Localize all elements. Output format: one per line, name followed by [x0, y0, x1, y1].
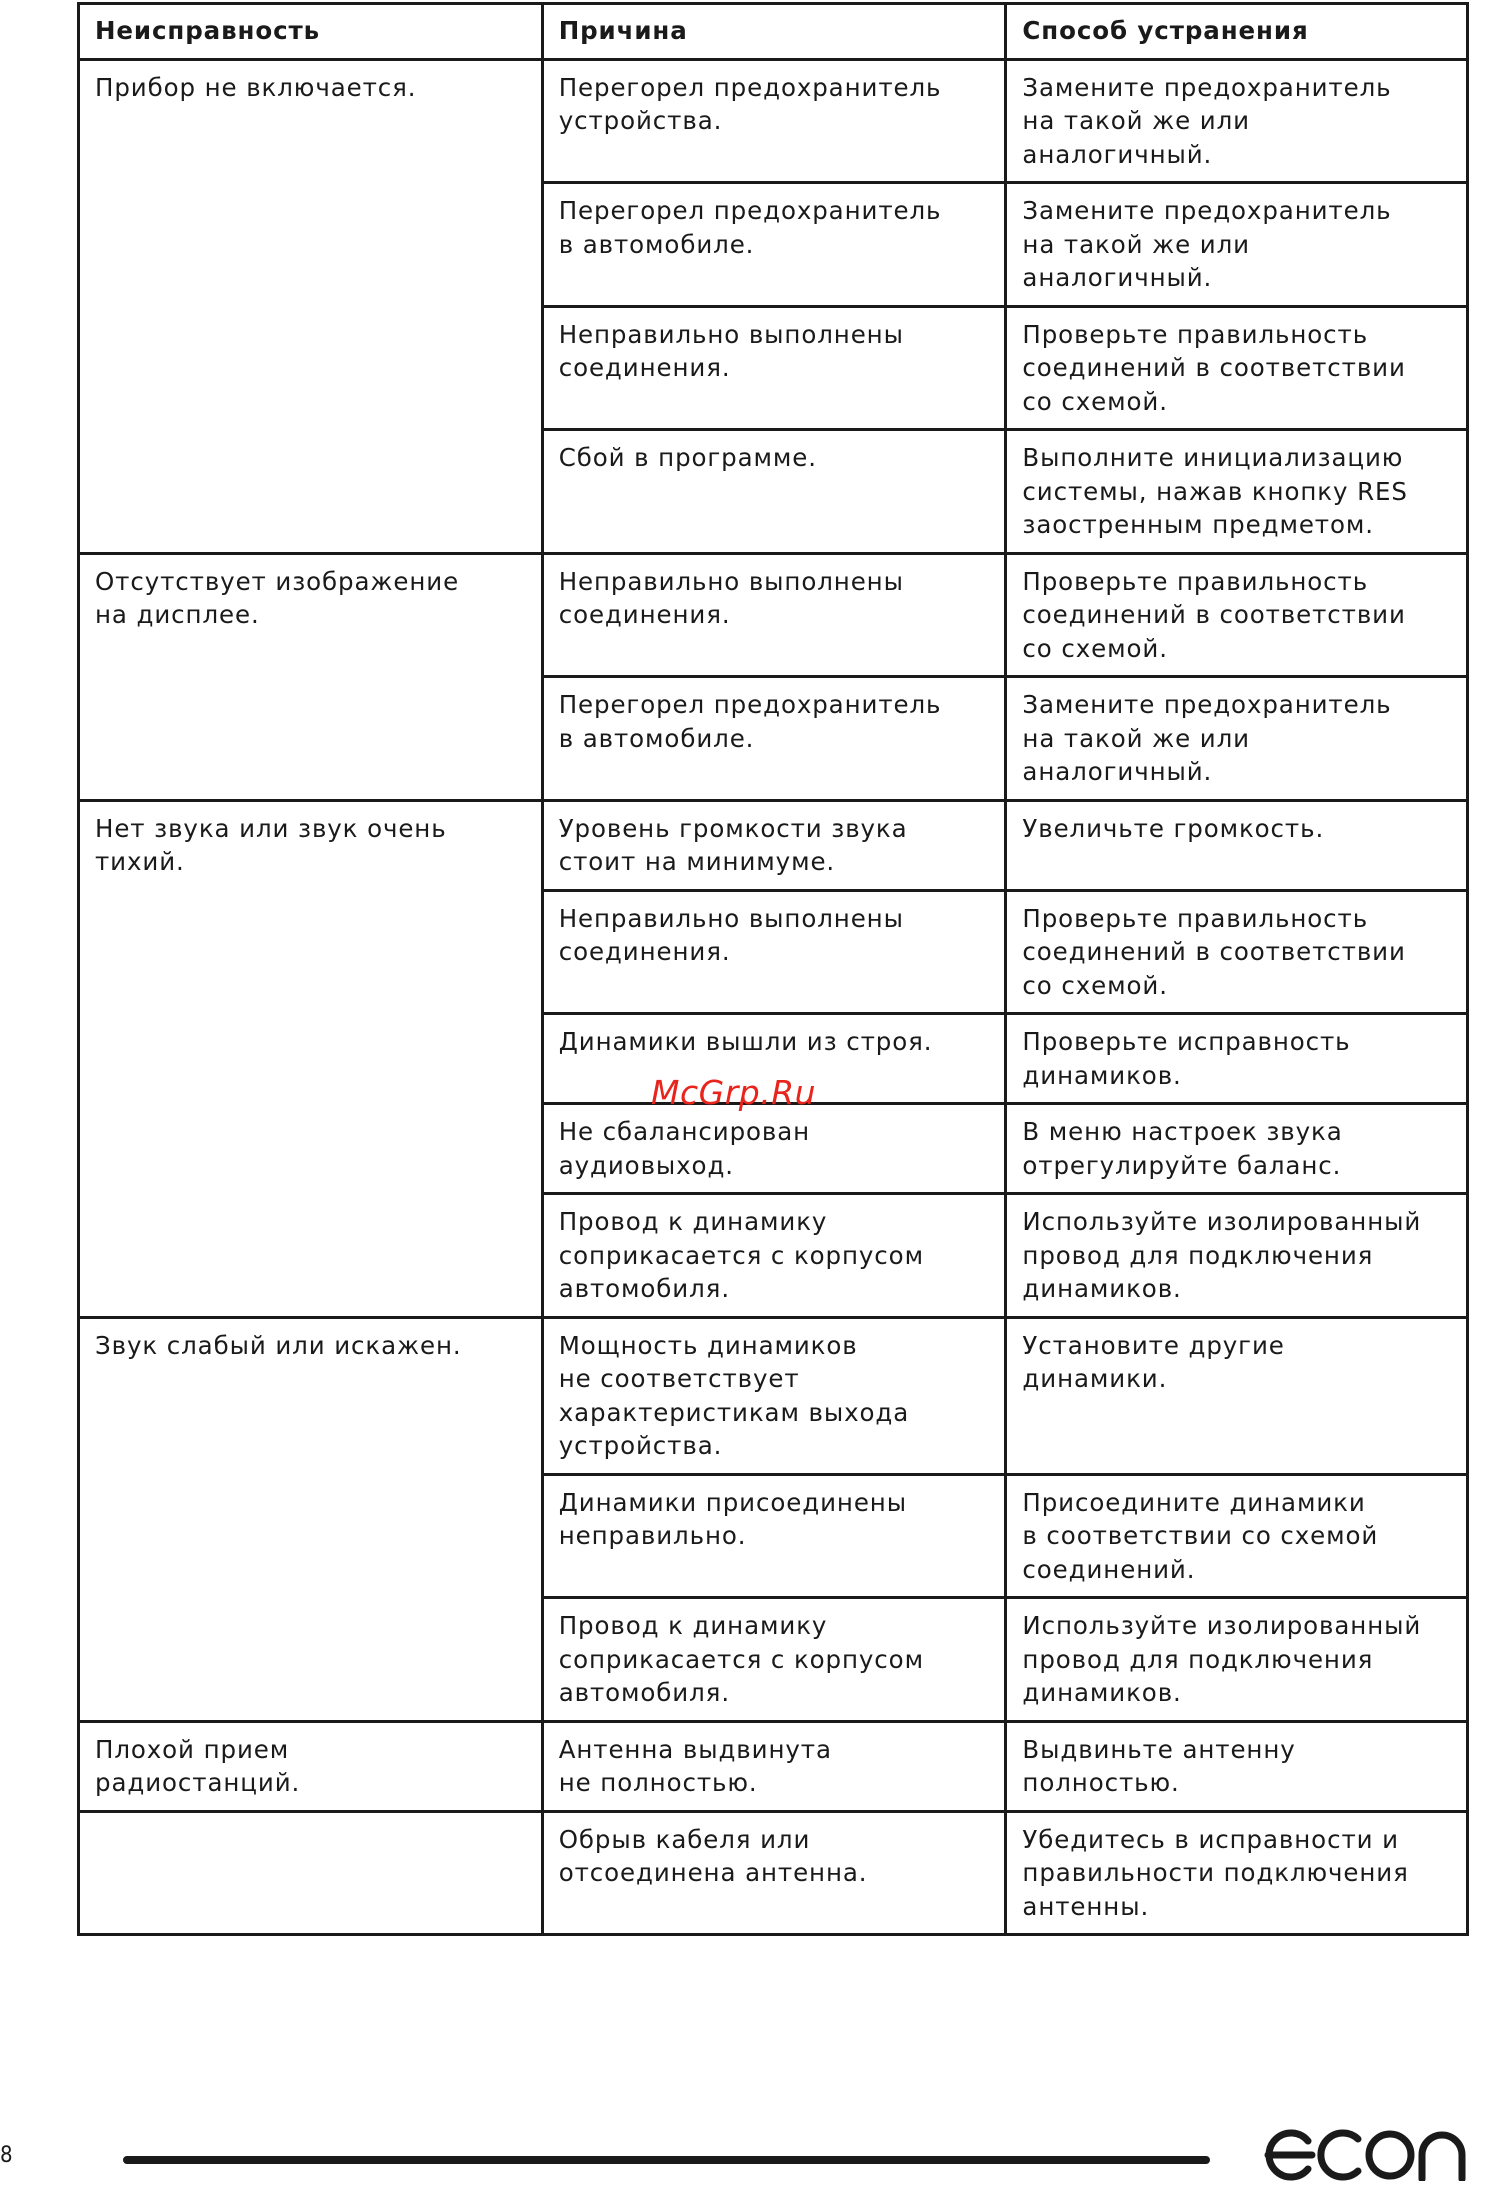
cause-cell: Уровень громкости звука стоит на минимуме. — [542, 800, 1006, 890]
cause-cell: Неправильно выполнены соединения. — [542, 553, 1006, 677]
fix-cell: В меню настроек звука отрегулируйте баланс. — [1006, 1104, 1468, 1194]
cause-cell: Неправильно выполнены соединения. — [542, 890, 1006, 1014]
econ-logo — [1262, 2125, 1468, 2181]
cause-cell: Динамики присоединены неправильно. — [542, 1474, 1006, 1598]
cause-cell: Перегорел предохранитель устройства. — [542, 59, 1006, 183]
header-fix: Способ устранения — [1006, 4, 1468, 60]
cause-cell: Мощность динамиков не соответствует характеристикам выхода устройства. — [542, 1317, 1006, 1474]
table-body — [79, 59, 1468, 1935]
cause-cell: Не сбалансирован аудиовыход. — [542, 1104, 1006, 1194]
table-row — [79, 1721, 1468, 1811]
troubleshooting-table — [77, 2, 1469, 1936]
header-fault: Неисправность — [79, 4, 543, 60]
cause-cell: Провод к динамику соприкасается с корпусом автомобиля. — [542, 1194, 1006, 1318]
fix-cell: Убедитесь в исправности и правильности подключения антенны. — [1006, 1811, 1468, 1935]
fix-cell: Используйте изолированный провод для подключения динамиков. — [1006, 1194, 1468, 1318]
fix-cell: Увеличьте громкость. — [1006, 800, 1468, 890]
table-row — [79, 1317, 1468, 1474]
fix-cell: Используйте изолированный провод для подключения динамиков. — [1006, 1598, 1468, 1722]
cause-cell: Обрыв кабеля или отсоединена антенна. — [542, 1811, 1006, 1935]
fix-cell: Замените предохранитель на такой же или аналогичный. — [1006, 677, 1468, 801]
fix-cell: Замените предохранитель на такой же или аналогичный. — [1006, 59, 1468, 183]
header-cause: Причина — [542, 4, 1006, 60]
table-header-row — [79, 4, 1468, 60]
fix-cell: Выдвиньте антенну полностью. — [1006, 1721, 1468, 1811]
fix-cell: Присоедините динамики в соответствии со схемой соединений. — [1006, 1474, 1468, 1598]
table-row — [79, 59, 1468, 183]
page-number: 8 — [0, 2143, 13, 2168]
fault-cell: Нет звука или звук очень тихий. — [79, 800, 543, 1317]
fault-cell: Плохой прием радиостанций. — [79, 1721, 543, 1811]
fix-cell: Проверьте исправность динамиков. — [1006, 1014, 1468, 1104]
watermark: McGrp.Ru — [651, 1073, 817, 1112]
fault-cell: Звук слабый или искажен. — [79, 1317, 543, 1721]
fix-cell: Проверьте правильность соединений в соответствии со схемой. — [1006, 890, 1468, 1014]
cause-cell: Перегорел предохранитель в автомобиле. — [542, 677, 1006, 801]
table-row — [79, 800, 1468, 890]
fault-cell — [79, 1811, 543, 1935]
cause-cell: Перегорел предохранитель в автомобиле. — [542, 183, 1006, 307]
table-row — [79, 553, 1468, 677]
fault-cell: Отсутствует изображение на дисплее. — [79, 553, 543, 800]
table-row — [79, 1811, 1468, 1935]
fix-cell: Проверьте правильность соединений в соответствии со схемой. — [1006, 306, 1468, 430]
fault-cell: Прибор не включается. — [79, 59, 543, 553]
cause-cell: Провод к динамику соприкасается с корпусом автомобиля. — [542, 1598, 1006, 1722]
fix-cell: Проверьте правильность соединений в соответствии со схемой. — [1006, 553, 1468, 677]
fix-cell: Замените предохранитель на такой же или аналогичный. — [1006, 183, 1468, 307]
fix-cell: Установите другие динамики. — [1006, 1317, 1468, 1474]
fix-cell: Выполните инициализацию системы, нажав кнопку RES заостренным предметом. — [1006, 430, 1468, 554]
footer-rule — [123, 2156, 1210, 2164]
cause-cell: Антенна выдвинута не полностью. — [542, 1721, 1006, 1811]
cause-cell: Сбой в программе. — [542, 430, 1006, 554]
cause-cell: Неправильно выполнены соединения. — [542, 306, 1006, 430]
cause-cell: Динамики вышли из строя. — [542, 1014, 1006, 1104]
